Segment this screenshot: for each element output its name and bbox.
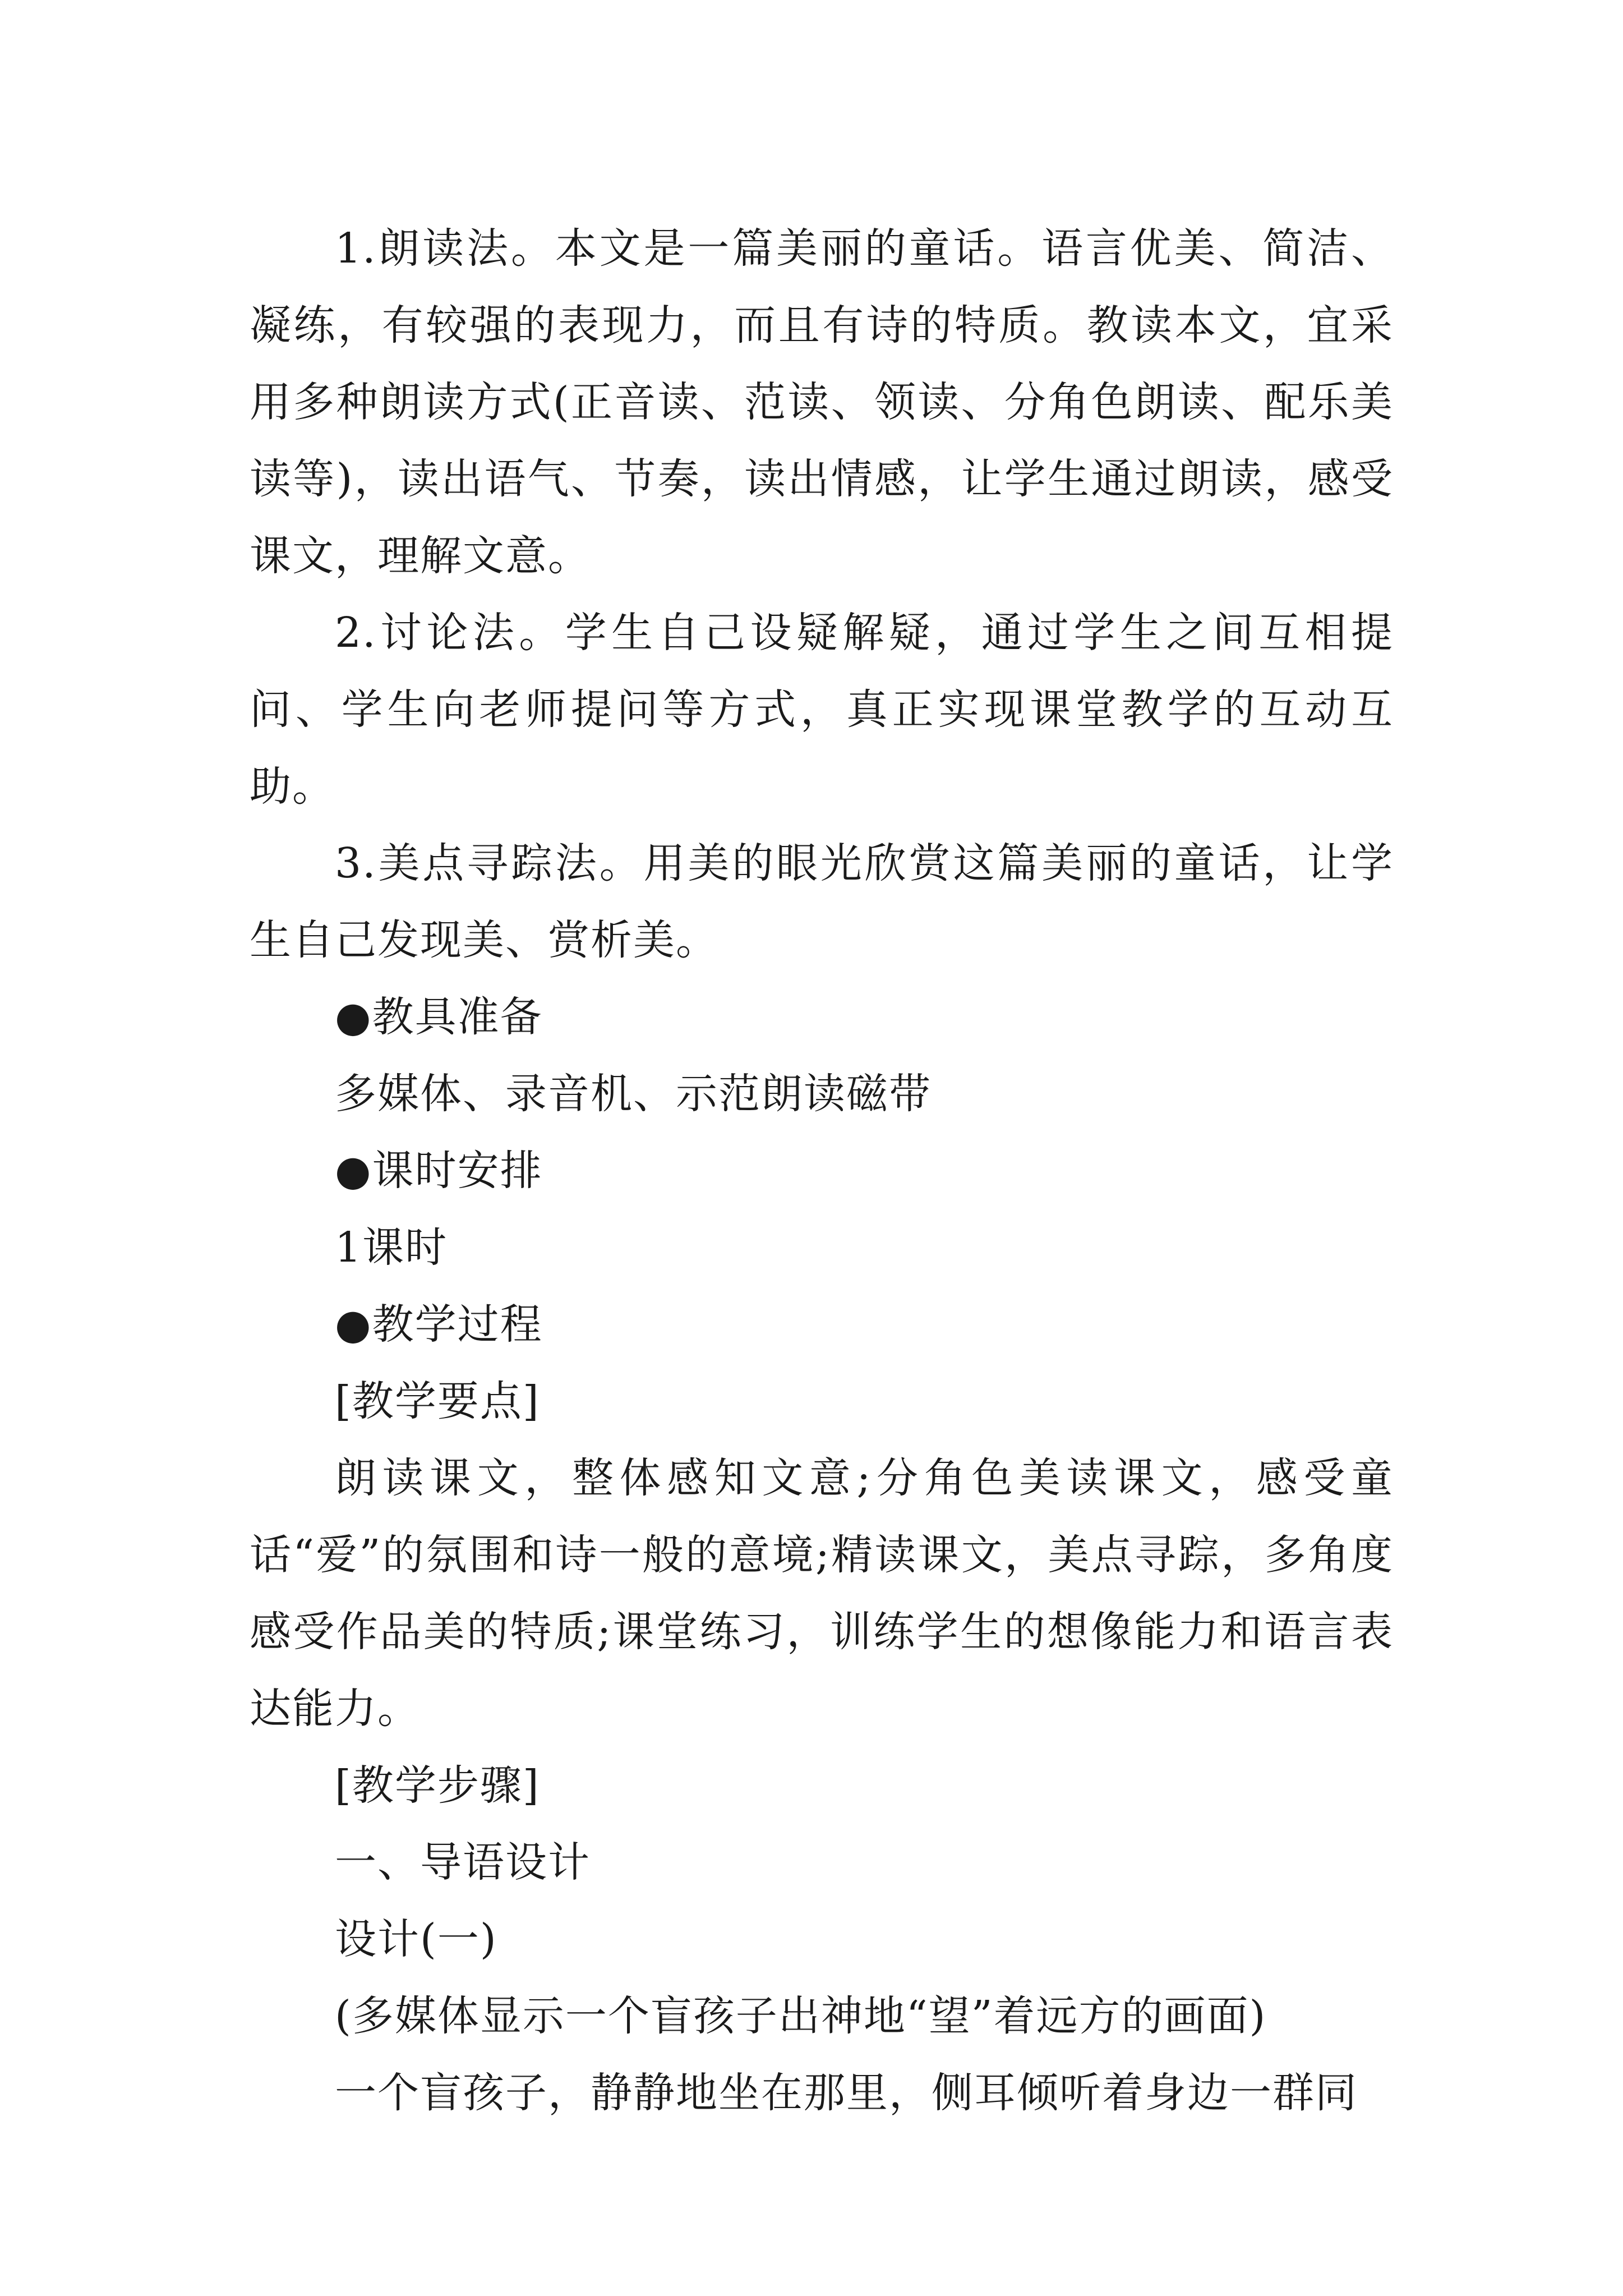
paragraph-discussion-method: 2.讨论法。学生自己设疑解疑，通过学生之间互相提问、学生向老师提问等方式，真正实现课堂教学的互动互助。 bbox=[250, 609, 1394, 811]
teaching-aids-heading: ●教具准备 bbox=[335, 993, 543, 1041]
design-one-heading: 设计(一) bbox=[335, 1915, 497, 1963]
steps-heading: [教学步骤] bbox=[335, 1761, 540, 1810]
paragraph-beauty-tracing-method: 3.美点寻踪法。用美的眼光欣赏这篇美丽的童话，让学生自己发现美、赏析美。 bbox=[250, 839, 1394, 964]
key-points-heading: [教学要点] bbox=[335, 1377, 540, 1425]
section-one-heading: 一、导语设计 bbox=[335, 1838, 591, 1887]
key-points-text: 朗读课文，整体感知文意;分角色美读课文，感受童话“爱”的氛围和诗一般的意境;精读课文，美点寻踪，多角度感受作品美的特质;课堂练习，训练学生的想像能力和语言表达能力。 bbox=[250, 1454, 1394, 1733]
document-body bbox=[250, 210, 1394, 2132]
last-line: 一个盲孩子，静静地坐在那里，侧耳倾听着身边一群同 bbox=[335, 2069, 1358, 2117]
teaching-aids-text: 多媒体、录音机、示范朗读磁带 bbox=[335, 1070, 932, 1118]
paragraph-reading-method: 1.朗读法。本文是一篇美丽的童话。语言优美、简洁、凝练，有较强的表现力，而且有诗的特质。教读本文，宜采用多种朗读方式(正音读、范读、领读、分角色朗读、配乐美读等)，读出语气、节奏，读出情感，让学生通过朗读，感受课文，理解文意。 bbox=[250, 224, 1394, 580]
schedule-heading: ●课时安排 bbox=[335, 1147, 543, 1195]
process-heading: ●教学过程 bbox=[335, 1300, 543, 1349]
schedule-text: 1课时 bbox=[335, 1223, 448, 1272]
media-note: (多媒体显示一个盲孩子出神地“望”着远方的画面) bbox=[335, 1992, 1267, 2040]
